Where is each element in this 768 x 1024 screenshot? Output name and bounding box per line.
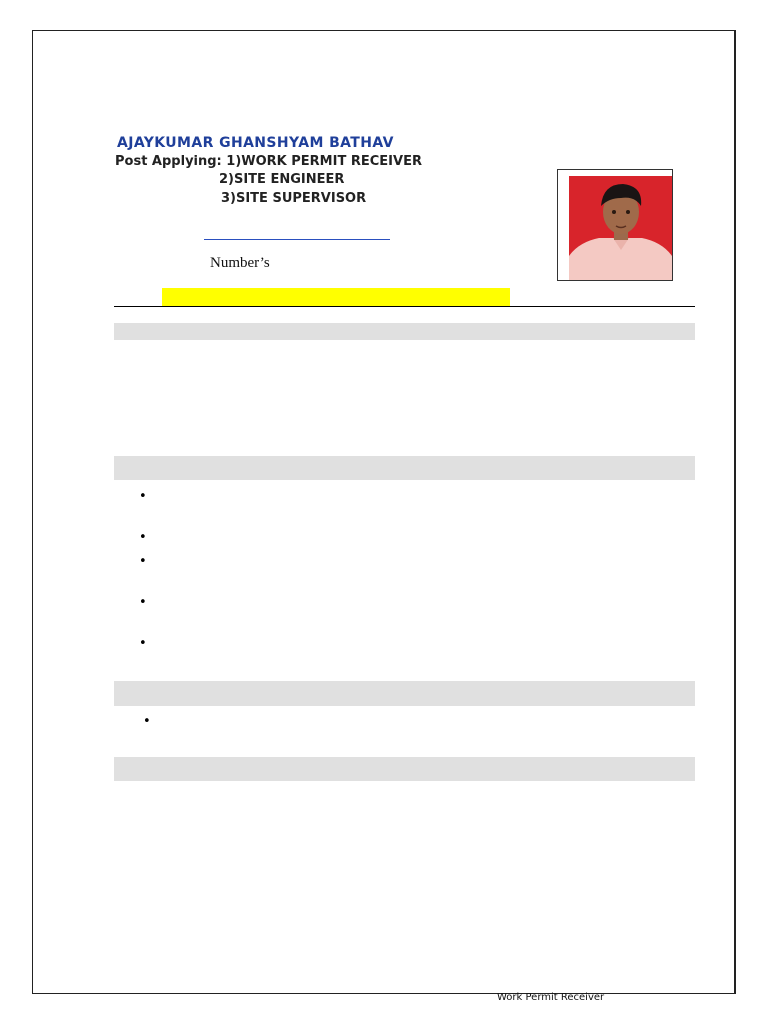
section-bar-experience (114, 456, 695, 480)
highlighted-contact-bar (162, 288, 510, 306)
profile-photo (569, 176, 672, 280)
post-applying-line-2: 2)SITE ENGINEER (219, 172, 345, 187)
person-portrait-icon (569, 176, 672, 280)
list-item-bullet: • (139, 530, 147, 545)
list-item-bullet: • (139, 595, 147, 610)
candidate-name: AJAYKUMAR GHANSHYAM BATHAV (117, 135, 394, 151)
contact-link-underline[interactable] (204, 239, 390, 240)
post-applying-line-3: 3)SITE SUPERVISOR (221, 191, 367, 206)
footer-text: Work Permit Receiver (497, 992, 605, 1003)
list-item-bullet: • (143, 714, 151, 729)
list-item-bullet: • (139, 489, 147, 504)
post-applying-line-1: Post Applying: 1)WORK PERMIT RECEIVER (115, 154, 422, 169)
list-item-bullet: • (139, 554, 147, 569)
profile-photo-frame (557, 169, 673, 281)
header-divider (114, 306, 695, 307)
section-bar-qualification (114, 681, 695, 706)
numbers-label: Number’s (210, 255, 270, 271)
section-bar-objective (114, 323, 695, 340)
list-item-bullet: • (139, 636, 147, 651)
section-bar-personal (114, 757, 695, 781)
